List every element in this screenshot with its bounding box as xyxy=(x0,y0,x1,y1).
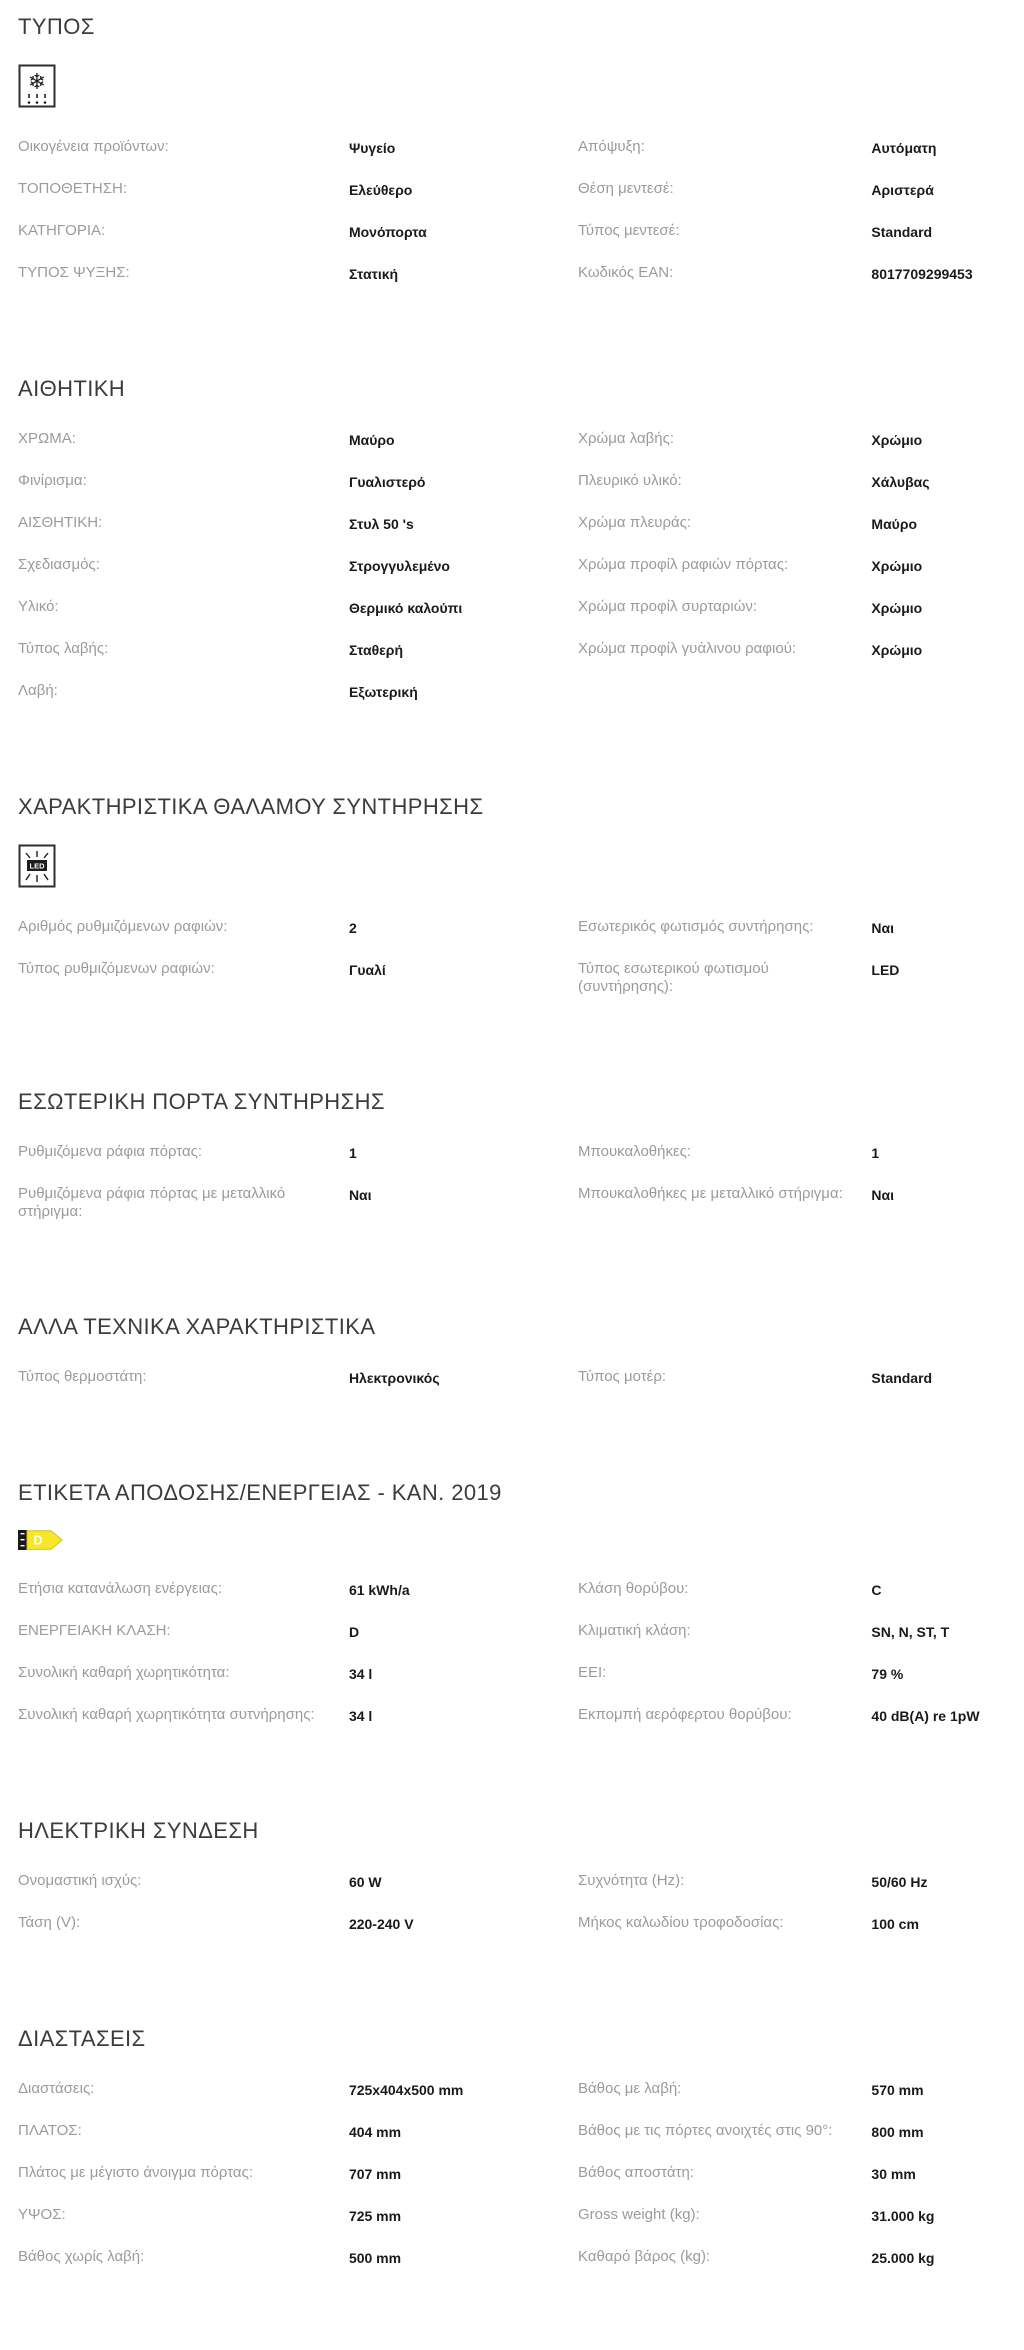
spec-row xyxy=(578,1664,1004,1683)
spec-column-left xyxy=(18,430,500,724)
spec-section xyxy=(18,1818,1004,1956)
spec-label: Βάθος με λαβή: xyxy=(578,2080,682,2097)
spec-label: ΤΟΠΟΘΕΤΗΣΗ: xyxy=(18,180,127,197)
spec-value: 707 mm xyxy=(348,2166,402,2182)
spec-value: 34 l xyxy=(348,1666,373,1682)
spec-row xyxy=(578,1872,1004,1891)
spec-row xyxy=(578,598,1004,617)
spec-value: 100 cm xyxy=(871,1916,919,1932)
spec-label: ΚΑΤΗΓΟΡΙΑ: xyxy=(18,222,106,239)
spec-value: 40 dB(A) re 1pW xyxy=(871,1708,980,1724)
spec-label: Κωδικός EAN: xyxy=(578,264,674,281)
spec-label: Συχνότητα (Hz): xyxy=(578,1872,685,1889)
spec-value: 31.000 kg xyxy=(871,2208,935,2224)
snowflake-icon xyxy=(18,64,56,108)
spec-value: Ηλεκτρονικός xyxy=(348,1370,440,1386)
spec-label: Ονομαστική ισχύς: xyxy=(18,1872,142,1889)
svg-text:D: D xyxy=(33,1533,43,1548)
spec-value: Στρογγυλεμένο xyxy=(348,558,450,574)
spec-row xyxy=(18,556,500,575)
spec-section xyxy=(18,1314,1004,1410)
section-columns xyxy=(18,2080,1004,2290)
spec-row xyxy=(18,2248,500,2267)
section-icon-slot xyxy=(18,1530,1004,1550)
spec-label: Τάση (V): xyxy=(18,1914,81,1931)
spec-row xyxy=(18,472,500,491)
spec-column-left xyxy=(18,1872,500,1956)
spec-value: 34 l xyxy=(348,1708,373,1724)
spec-row xyxy=(18,918,500,937)
spec-value: Χρώμιο xyxy=(871,600,923,616)
spec-column-left xyxy=(18,138,500,306)
spec-label: Κλάση θορύβου: xyxy=(578,1580,689,1597)
spec-label: Ετήσια κατανάλωση ενέργειας: xyxy=(18,1580,222,1597)
spec-value: Αριστερά xyxy=(871,182,934,198)
spec-value: 79 % xyxy=(871,1666,904,1682)
section-title: ΕΤΙΚΕΤΑ ΑΠΟΔΟΣΗΣ/ΕΝΕΡΓΕΙΑΣ - ΚΑΝ. 2019 xyxy=(18,1480,502,1505)
spec-value: C xyxy=(871,1582,882,1598)
spec-label: Βάθος με τις πόρτες ανοιχτές στις 90°: xyxy=(578,2122,833,2139)
spec-row xyxy=(18,2206,500,2225)
spec-row xyxy=(578,514,1004,533)
spec-value: 2 xyxy=(348,920,357,936)
section-title: ΑΛΛΑ ΤΕΧΝΙΚΑ ΧΑΡΑΚΤΗΡΙΣΤΙΚΑ xyxy=(18,1314,376,1339)
section-icon-slot xyxy=(18,64,1004,108)
spec-row xyxy=(18,264,500,283)
spec-column-right xyxy=(578,138,1004,306)
spec-label: Συνολική καθαρή χωρητικότητα: xyxy=(18,1664,230,1681)
spec-row xyxy=(578,960,1004,996)
spec-label: ΧΡΩΜΑ: xyxy=(18,430,76,447)
spec-row xyxy=(18,1185,500,1221)
spec-label: Τύπος λαβής: xyxy=(18,640,109,657)
spec-value: Μονόπορτα xyxy=(348,224,427,240)
section-title: ΕΣΩΤΕΡΙΚΗ ΠΟΡΤΑ ΣΥΝΤΗΡΗΣΗΣ xyxy=(18,1089,385,1114)
spec-value: 8017709299453 xyxy=(871,266,973,282)
spec-label: Μπουκαλοθήκες με μεταλλικό στήριγμα: xyxy=(578,1185,843,1202)
svg-text:❄: ❄ xyxy=(27,70,47,95)
spec-label: Πλάτος με μέγιστο άνοιγμα πόρτας: xyxy=(18,2164,253,2181)
spec-label: Βάθος αποστάτη: xyxy=(578,2164,694,2181)
spec-value: Εξωτερική xyxy=(348,684,418,700)
spec-row xyxy=(18,960,500,979)
spec-row xyxy=(18,1872,500,1891)
spec-label: Εσωτερικός φωτισμός συντήρησης: xyxy=(578,918,814,935)
spec-row xyxy=(578,2122,1004,2141)
spec-row xyxy=(578,264,1004,283)
spec-value: Στατική xyxy=(348,266,399,282)
spec-value: Σταθερή xyxy=(348,642,403,658)
spec-value: Standard xyxy=(871,224,933,240)
spec-column-right xyxy=(578,1580,1004,1748)
spec-column-left xyxy=(18,1143,500,1244)
spec-value: Γυαλί xyxy=(348,962,386,978)
spec-value: Ψυγείο xyxy=(348,140,396,156)
spec-value: 500 mm xyxy=(348,2250,402,2266)
spec-label: ΑΙΣΘΗΤΙΚΗ: xyxy=(18,514,103,531)
section-title: ΑΙΘΗΤΙΚΗ xyxy=(18,376,126,401)
section-columns xyxy=(18,138,1004,306)
spec-row xyxy=(578,1580,1004,1599)
spec-label: Χρώμα προφίλ γυάλινου ραφιού: xyxy=(578,640,797,657)
spec-value: Αυτόματη xyxy=(871,140,937,156)
spec-column-left xyxy=(18,918,500,1002)
spec-row xyxy=(18,2122,500,2141)
spec-row xyxy=(18,514,500,533)
spec-row xyxy=(578,222,1004,241)
spec-label: Χρώμα πλευράς: xyxy=(578,514,692,531)
spec-value: Μαύρο xyxy=(871,516,918,532)
spec-label: Διαστάσεις: xyxy=(18,2080,95,2097)
spec-label: Χρώμα λαβής: xyxy=(578,430,675,447)
spec-column-left xyxy=(18,1580,500,1748)
spec-row xyxy=(578,138,1004,157)
spec-value: 50/60 Hz xyxy=(871,1874,928,1890)
spec-label: Αριθμός ρυθμιζόμενων ραφιών: xyxy=(18,918,228,935)
spec-label: Οικογένεια προϊόντων: xyxy=(18,138,169,155)
spec-row xyxy=(578,556,1004,575)
section-columns xyxy=(18,918,1004,1019)
spec-section xyxy=(18,14,1004,306)
spec-column-right xyxy=(578,918,1004,1019)
section-columns xyxy=(18,430,1004,724)
spec-label: Χρώμα προφίλ συρταριών: xyxy=(578,598,758,615)
spec-label: Τύπος εσωτερικού φωτισμού (συντήρησης): xyxy=(578,960,769,995)
spec-value: Μαύρο xyxy=(348,432,395,448)
spec-label: ΕΝΕΡΓΕΙΑΚΗ ΚΛΑΣΗ: xyxy=(18,1622,171,1639)
spec-value: 570 mm xyxy=(871,2082,924,2098)
svg-text:LED: LED xyxy=(29,861,45,871)
energy-label-icon xyxy=(18,1530,64,1550)
section-columns xyxy=(18,1580,1004,1748)
spec-label: ΥΨΟΣ: xyxy=(18,2206,66,2223)
spec-value: Ελεύθερο xyxy=(348,182,413,198)
spec-row xyxy=(18,180,500,199)
spec-value: 800 mm xyxy=(871,2124,924,2140)
spec-column-right xyxy=(578,1143,1004,1227)
spec-label: EEI: xyxy=(578,1664,607,1681)
spec-label: Συνολική καθαρή χωρητικότητα συτνήρησης: xyxy=(18,1706,315,1723)
spec-label: Τύπος μοτέρ: xyxy=(578,1368,667,1385)
spec-row xyxy=(578,430,1004,449)
spec-row xyxy=(18,640,500,659)
spec-value: Standard xyxy=(871,1370,933,1386)
spec-label: Καθαρό βάρος (kg): xyxy=(578,2248,711,2265)
spec-row xyxy=(18,2164,500,2183)
spec-value: Ναι xyxy=(871,920,895,936)
spec-row xyxy=(578,2248,1004,2267)
spec-label: Θέση μεντεσέ: xyxy=(578,180,674,197)
spec-label: Υλικό: xyxy=(18,598,59,615)
spec-label: Gross weight (kg): xyxy=(578,2206,700,2223)
spec-value: Χρώμιο xyxy=(871,642,923,658)
spec-value: 725 mm xyxy=(348,2208,402,2224)
spec-label: ΤΥΠΟΣ ΨΥΞΗΣ: xyxy=(18,264,130,281)
spec-label: Εκπομπή αερόφερτου θορύβου: xyxy=(578,1706,792,1723)
spec-row xyxy=(18,1143,500,1162)
spec-row xyxy=(578,2164,1004,2183)
spec-value: 60 W xyxy=(348,1874,382,1890)
spec-value: Θερμικό καλούπι xyxy=(348,600,463,616)
spec-row xyxy=(18,138,500,157)
spec-row xyxy=(18,1664,500,1683)
spec-column-right xyxy=(578,1368,1004,1410)
section-columns xyxy=(18,1143,1004,1244)
spec-label: Τύπος μεντεσέ: xyxy=(578,222,680,239)
spec-label: ΠΛΑΤΟΣ: xyxy=(18,2122,82,2139)
spec-value: 30 mm xyxy=(871,2166,916,2182)
spec-column-right xyxy=(578,1872,1004,1956)
spec-column-right xyxy=(578,430,1004,682)
spec-label: Μήκος καλωδίου τροφοδοσίας: xyxy=(578,1914,784,1931)
spec-section xyxy=(18,2026,1004,2290)
spec-value: 1 xyxy=(871,1145,880,1161)
section-icon-slot xyxy=(18,844,1004,888)
spec-row xyxy=(18,1706,500,1725)
spec-row xyxy=(18,598,500,617)
spec-label: Χρώμα προφίλ ραφιών πόρτας: xyxy=(578,556,789,573)
spec-section xyxy=(18,376,1004,724)
spec-label: Ρυθμιζόμενα ράφια πόρτας με μεταλλικό στήριγμα: xyxy=(18,1185,286,1220)
spec-section xyxy=(18,1089,1004,1244)
spec-label: Φινίρισμα: xyxy=(18,472,87,489)
spec-label: Απόψυξη: xyxy=(578,138,645,155)
spec-value: 61 kWh/a xyxy=(348,1582,410,1598)
spec-value: LED xyxy=(871,962,900,978)
spec-row xyxy=(578,472,1004,491)
spec-label: Τύπος θερμοστάτη: xyxy=(18,1368,147,1385)
spec-row xyxy=(578,1622,1004,1641)
section-columns xyxy=(18,1872,1004,1956)
spec-value: Χάλυβας xyxy=(871,474,930,490)
spec-label: Ρυθμιζόμενα ράφια πόρτας: xyxy=(18,1143,203,1160)
spec-value: Γυαλιστερό xyxy=(348,474,426,490)
spec-row xyxy=(18,1622,500,1641)
spec-section xyxy=(18,794,1004,1019)
spec-value: 404 mm xyxy=(348,2124,402,2140)
spec-value: 725x404x500 mm xyxy=(348,2082,464,2098)
spec-row xyxy=(578,2080,1004,2099)
spec-row xyxy=(578,640,1004,659)
spec-row xyxy=(18,682,500,701)
spec-column-left xyxy=(18,2080,500,2290)
section-title: ΗΛΕΚΤΡΙΚΗ ΣΥΝΔΕΣΗ xyxy=(18,1818,259,1843)
spec-row xyxy=(18,1368,500,1387)
spec-label: Κλιματική κλάση: xyxy=(578,1622,691,1639)
spec-label: Βάθος χωρίς λαβή: xyxy=(18,2248,145,2265)
spec-row xyxy=(18,1580,500,1599)
spec-row xyxy=(18,430,500,449)
spec-section xyxy=(18,1480,1004,1748)
spec-value: SN, N, ST, T xyxy=(871,1624,950,1640)
spec-column-left xyxy=(18,1368,500,1410)
spec-row xyxy=(18,1914,500,1933)
spec-row xyxy=(578,180,1004,199)
spec-row xyxy=(578,1368,1004,1387)
spec-label: Λαβή: xyxy=(18,682,58,699)
spec-value: 1 xyxy=(348,1145,357,1161)
spec-value: D xyxy=(348,1624,360,1640)
section-title: ΤΥΠΟΣ xyxy=(18,14,95,39)
spec-column-right xyxy=(578,2080,1004,2290)
spec-value: 25.000 kg xyxy=(871,2250,935,2266)
section-title: ΧΑΡΑΚΤΗΡΙΣΤΙΚΑ ΘΑΛΑΜΟΥ ΣΥΝΤΗΡΗΣΗΣ xyxy=(18,794,484,819)
section-columns xyxy=(18,1368,1004,1410)
spec-label: Πλευρικό υλικό: xyxy=(578,472,682,489)
spec-value: Χρώμιο xyxy=(871,432,923,448)
spec-row xyxy=(578,1143,1004,1162)
section-title: ΔΙΑΣΤΑΣΕΙΣ xyxy=(18,2026,146,2051)
spec-row xyxy=(578,918,1004,937)
led-light-icon xyxy=(18,844,56,888)
spec-row xyxy=(578,2206,1004,2225)
spec-label: Σχεδιασμός: xyxy=(18,556,100,573)
spec-row xyxy=(18,222,500,241)
spec-row xyxy=(18,2080,500,2099)
spec-value: 220-240 V xyxy=(348,1916,414,1932)
spec-value: Στυλ 50 's xyxy=(348,516,414,532)
spec-row xyxy=(578,1706,1004,1725)
spec-value: Ναι xyxy=(871,1187,895,1203)
spec-value: Ναι xyxy=(348,1187,372,1203)
spec-value: Χρώμιο xyxy=(871,558,923,574)
spec-label: Μπουκαλοθήκες: xyxy=(578,1143,692,1160)
spec-row xyxy=(578,1185,1004,1204)
spec-row xyxy=(578,1914,1004,1933)
spec-label: Τύπος ρυθμιζόμενων ραφιών: xyxy=(18,960,215,977)
